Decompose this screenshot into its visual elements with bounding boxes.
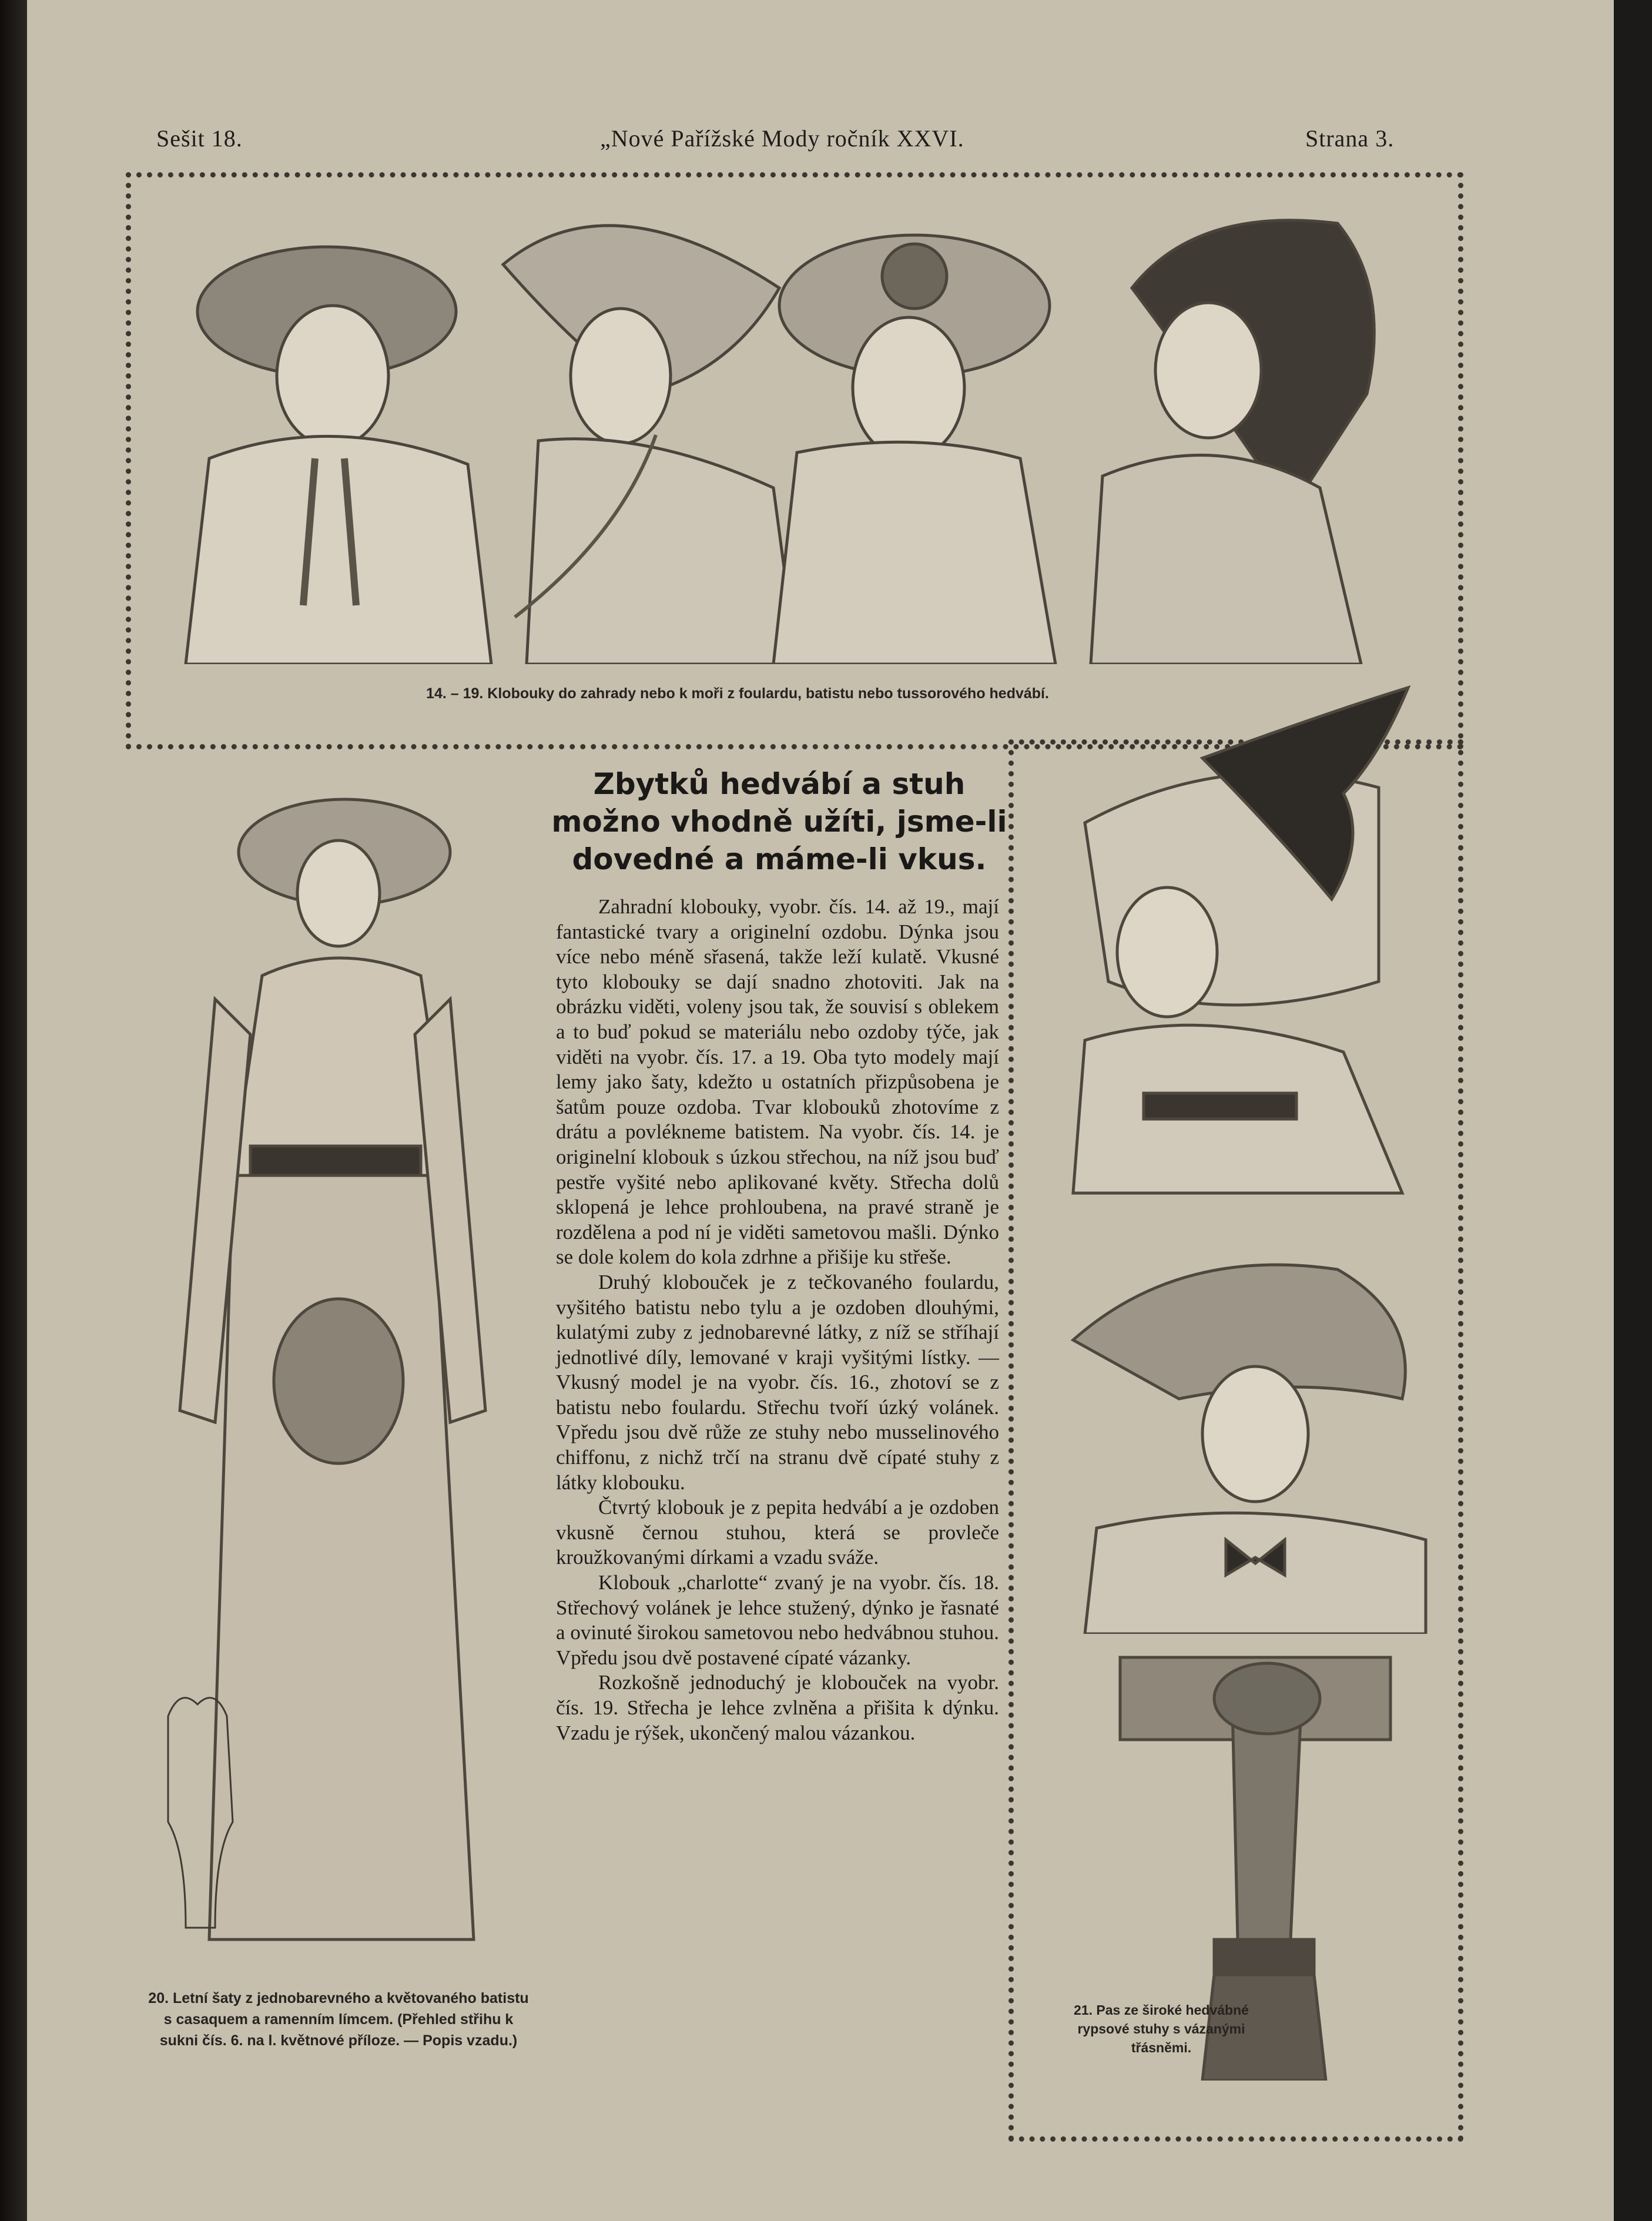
hat-with-ribbon-illustration <box>1050 676 1449 1217</box>
top-panel-caption: 14. – 19. Klobouky do zahrady nebo k moři z foulardu, batistu nebo tussorového hedvábí. <box>426 685 1049 702</box>
fig20-caption: 20. Letní šaty z jednobarevného a květovaného batistu s casaquem a ramenním límcem. (Přehled střihu k sukni čís. 6. na l. květnové příloze. — Popis vzadu.) <box>148 1990 529 2049</box>
fig21-caption: 21. Pas ze široké hedvábné rypsové stuhy s vázanými třásněmi. <box>1074 2002 1249 2055</box>
hats-illustration-14-19 <box>139 182 1449 664</box>
article-body <box>556 895 999 1746</box>
article-paragraph-4: Klobouk „charlotte“ zvaný je na vyobr. čís. 18. Střechový volánek je lehce stužený, dýnko je řasnaté a ovinuté širokou sametovou nebo hedvábnou stuhou. Vpředu jsou dvě postavené cípaté vázanky. <box>556 1571 999 1669</box>
summer-dress-illustration-20 <box>145 764 521 1975</box>
article-headline: Zbytků hedvábí a stuh možno vhodně užíti, jsme-li dovedné a máme-li vkus. <box>551 767 1007 876</box>
article-paragraph-5: Rozkošně jednoduchý je klobouček na vyobr. čís. 19. Střecha je lehce zvlněna a přišita k dýnku. Vzadu je rýšek, ukončený malou vázankou. <box>556 1671 999 1744</box>
magazine-page <box>27 0 1614 2221</box>
article-paragraph-1: Zahradní klobouky, vyobr. čís. 14. až 19., mají fantastické tvary a originelní ozdobu. Dýnka jsou více nebo méně sřasená, takže leží kulatě. Vkusné tyto klobouky se dají snadno zhotoviti. Jak na obrázku viděti, voleny jsou tak, že souvisí s oblekem a to buď pokud se materiálu nebo ozdoby týče, jak viděti na vyobr. čís. 17. a 19. Oba tyto modely mají lemy jako šaty, kdežto u ostatních přizpůsobena je šatům pouze ozdoba. Tvar klobouků zhotovíme z drátu a povlékneme batistem. Na vyobr. čís. 14. je originelní klobouk s úzkou střechou, na níž jsou buď pestře vyšité nebo aplikované květy. Střecha dolů sklopená je lehce prohloubena, na pravé straně je rozdělena a pod ní je viděti sametovou mašli. Dýnko se dole kolem do kola zdrhne a přišije ku střeše. <box>556 895 999 1269</box>
floral-cap-illustration <box>1061 1222 1449 1634</box>
article-paragraph-3: Čtvrtý klobouk je z pepita hedvábí a je ozdoben vkusně černou stuhou, která se provleče kroužkovanými dírkami a vzadu sváže. <box>556 1496 999 1569</box>
magazine-title: „Nové Pařížské Mody ročník XXVI. <box>600 125 964 152</box>
book-spine <box>0 0 27 2221</box>
page-number: Strana 3. <box>1305 125 1395 152</box>
article-paragraph-2: Druhý klobouček je z tečkovaného foulardu, vyšitého batistu nebo tylu a je ozdoben dlouhými, kulatými zuby z jednobarevné látky, z níž se stříhají jednotlivé díly, lemované v kraji vyšitými lístky. — Vkusný model je na vyobr. čís. 16., zhotoví se z batistu nebo foulardu. Střechu tvoří úzký volánek. Vpředu jsou dvě růže ze stuhy nebo musselinového chiffonu, z nichž trčí na stranu dvě cípaté stuhy z látky klobouku. <box>556 1270 999 1494</box>
issue-number: Sešit 18. <box>156 125 243 152</box>
